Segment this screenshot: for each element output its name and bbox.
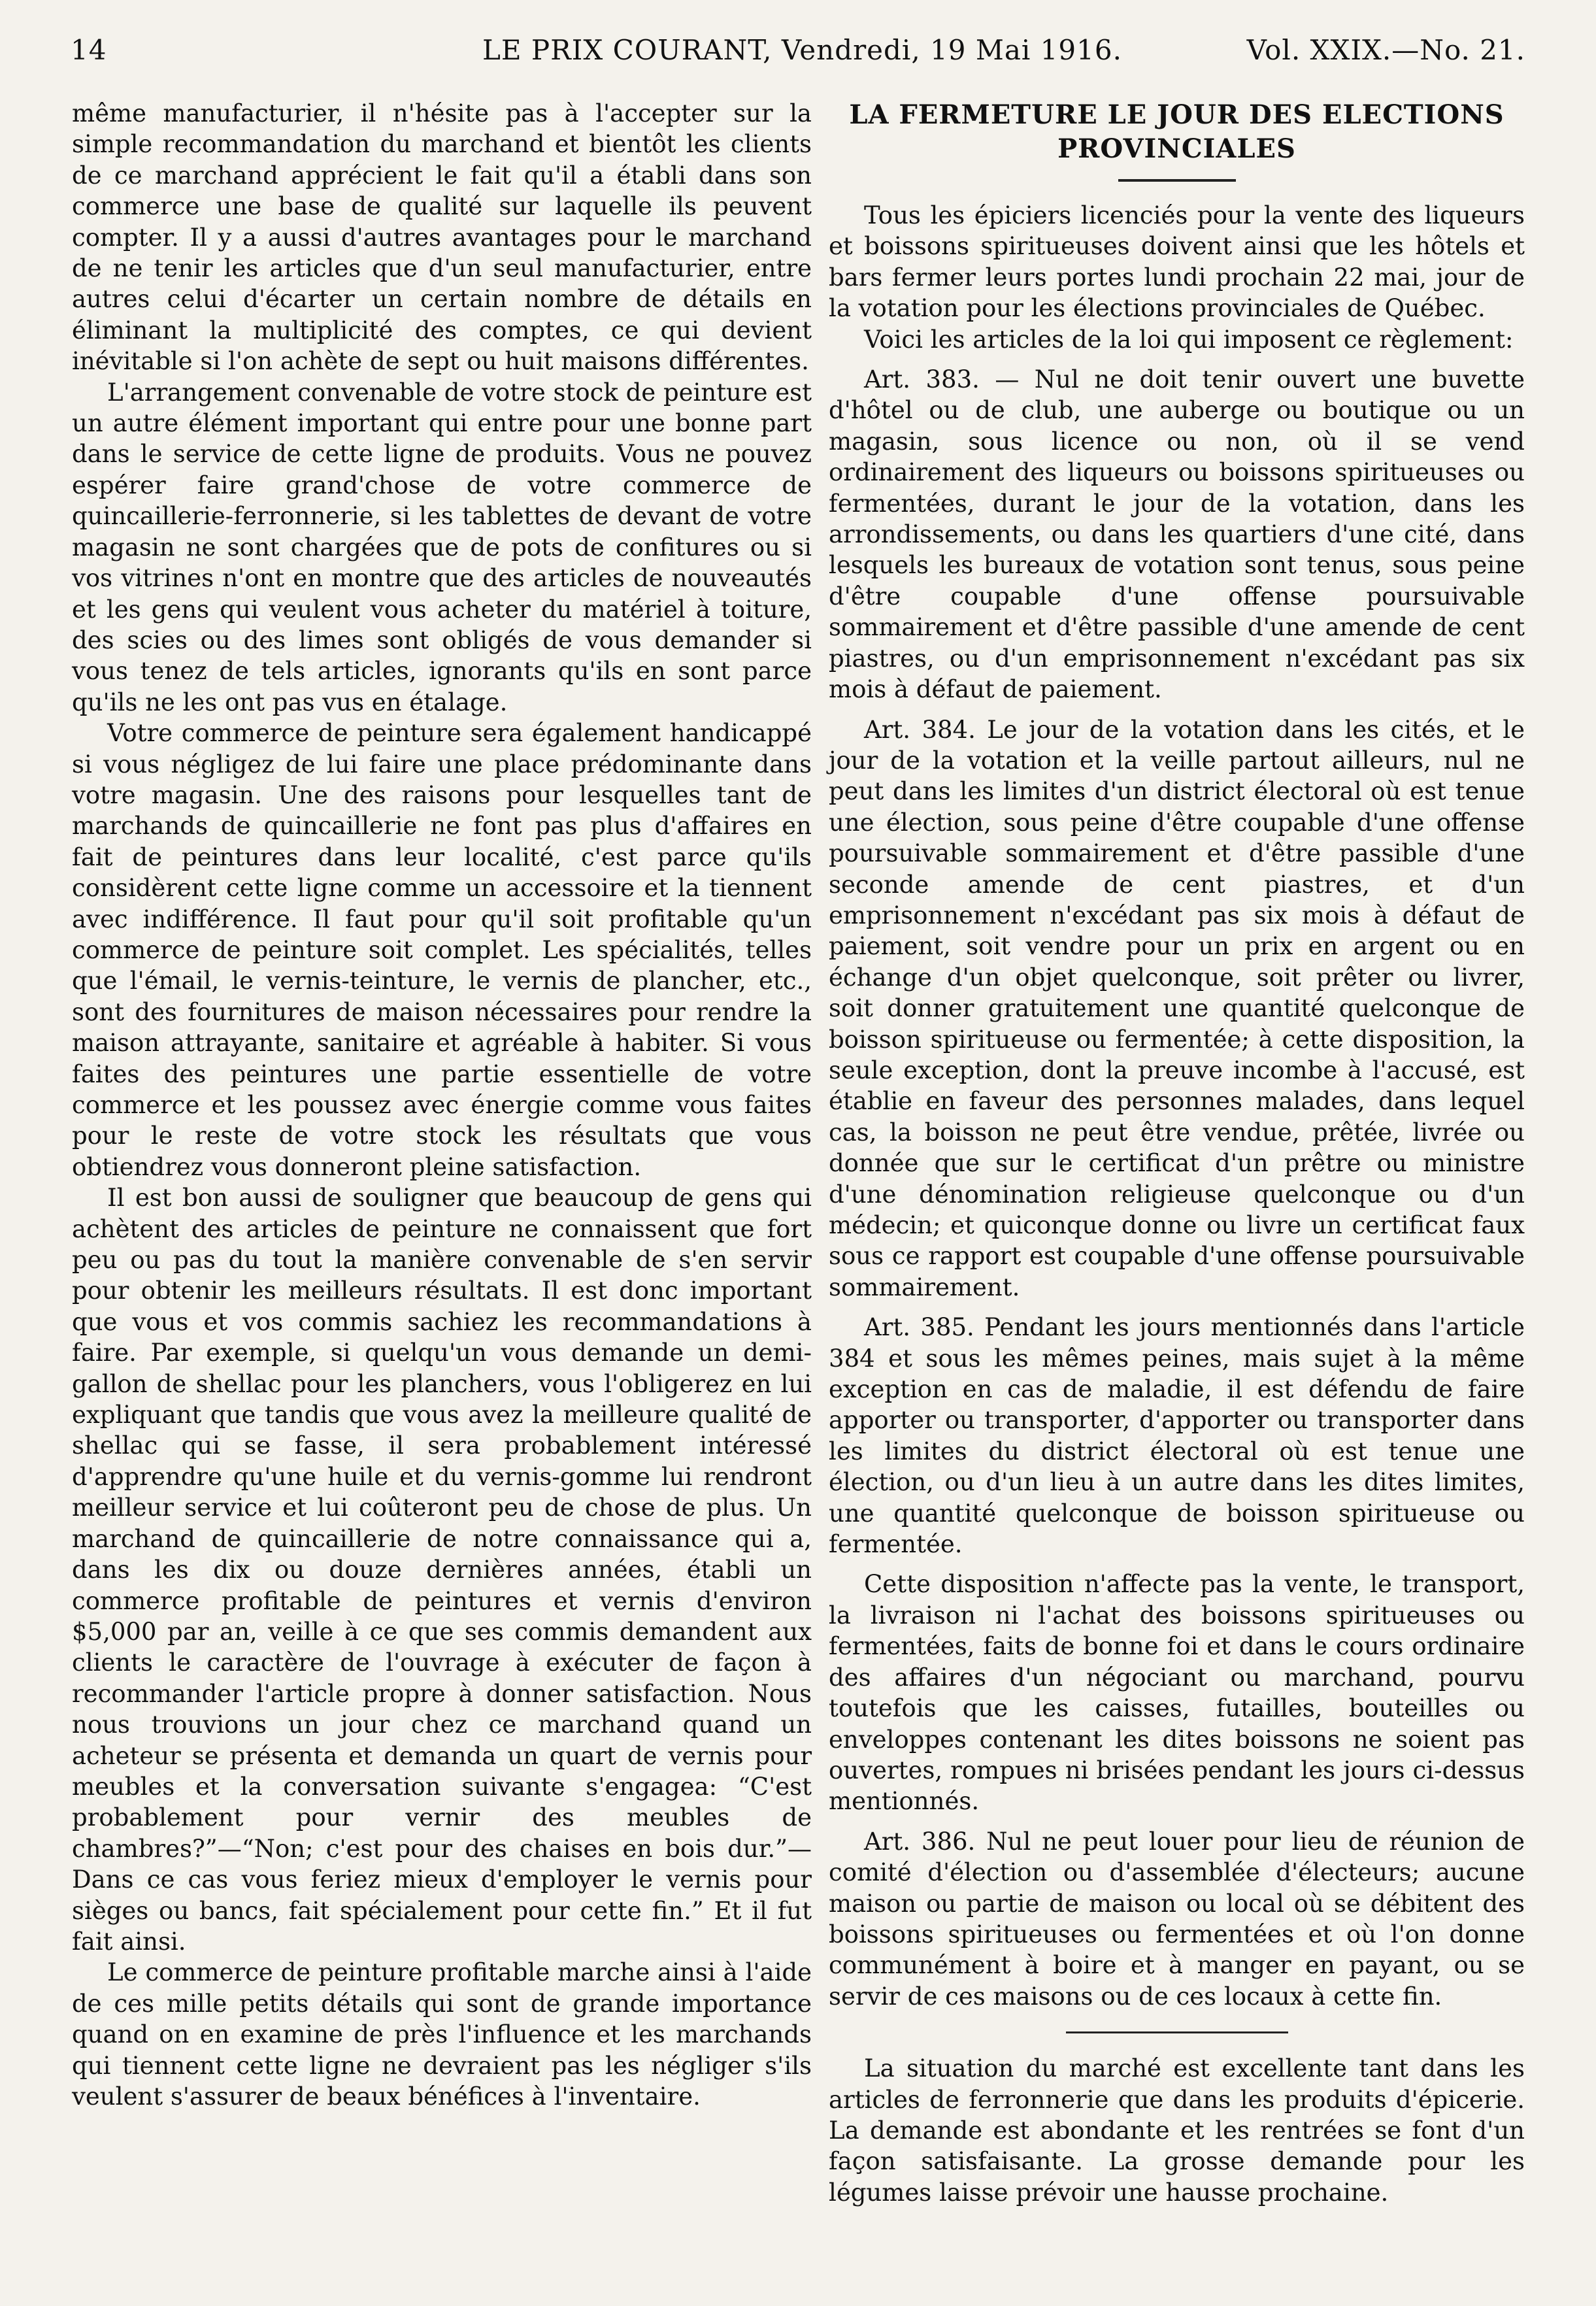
law-article: Art. 383. — Nul ne doit tenir ouvert une buvette d'hôtel ou de club, une auberge ou boutique ou un magasin, sous licence ou non, où il se vend ordinairement des liqueurs ou boissons spiritueuses ou fermentées, durant le jour de la votation, dans les arrondissements, ou dans les quartiers d'une cité, dans lesquels les bureaux de votation sont tenus, sous peine d'être coupable d'une offense poursuivable sommairement et d'être passible d'une amende de cent piastres, ou d'un emprisonnement n'excédant pas six mois à défaut de paiement. — [829, 365, 1525, 704]
page-number: 14 — [71, 34, 107, 66]
volume-number: Vol. XXIX.—No. 21. — [1246, 34, 1525, 66]
law-article: Art. 384. Le jour de la votation dans les cités, et le jour de la votation et la veille partout ailleurs, nul ne peut dans les limites d'un district électoral où est tenue une élection, sous peine d'être coupable d'une offense poursuivable sommairement et d'être passible d'une seconde amende de cent piastres, et d'un emprisonnement n'excédant pas six mois à défaut de paiement, soit vendre pour un prix en argent ou en échange d'un objet quelconque, soit prêter ou livrer, soit donner gratuitement une quantité quelconque de boisson spiritueuse ou fermentée; à cette disposition, la seule exception, dont la preuve incombe à l'accusé, est établie en faveur des personnes malades, dans lequel cas, la boisson ne peut être vendue, prêtée, livrée ou donnée que sur le certificat d'un prêtre ou ministre d'une dénomination religieuse quelconque ou d'un médecin; et quiconque donne ou livre un certificat faux sous ce rapport est coupable d'une offense poursuivable sommairement. — [829, 715, 1525, 1301]
article-title-line: LA FERMETURE LE JOUR DES ELECTIONS — [849, 99, 1505, 130]
section-divider — [1066, 2031, 1288, 2033]
paragraph: Il est bon aussi de souligner que beaucoup de gens qui achètent des articles de peinture ne connaissent que fort peu ou pas du tout la manière convenable de s'en servir pour obtenir les meilleurs résultats. Il est donc important que vous et vos commis sachiez les recommandations à faire. Par exemple, si quelqu'un vous demande un demi-gallon de shellac pour les planchers, vous l'obligerez en lui expliquant que tandis que vous avez la meilleure qualité de shellac qui se fasse, il sera probablement intéressé d'apprendre qu'une huile et du vernis-gomme lui rendront meilleur service et lui coûteront peu de chose de plus. Un marchand de quincaillerie de notre connaissance qui a, dans les dix ou douze dernières années, établi un commerce profitable de peintures et vernis d'environ $5,000 par an, veille à ce que ses commis demandent aux clients le caractère de l'ouvrage à exécuter de façon à recommander l'article propre à donner satisfaction. Nous nous trouvions un jour chez ce marchand quand un acheteur se présenta et demanda un quart de vernis pour meubles et la conversation suivante s'engagea: “C'est probablement pour vernir des meubles de chambres?”—“Non; c'est pour des chaises en bois dur.”—Dans ce cas vous feriez mieux d'employer le vernis pour sièges ou bancs, fait spécialement pour cette fin.” Et il fut fait ainsi. — [72, 1184, 812, 1956]
market-paragraph: La situation du marché est excellente tant dans les articles de ferronnerie que dans les produits d'épicerie. La demande est abondante et les rentrées se font d'un façon satisfaisante. La grosse demande pour les légumes laisse prévoir une hausse prochaine. — [829, 2054, 1525, 2207]
title-divider — [1118, 179, 1236, 182]
paragraph: même manufacturier, il n'hésite pas à l'accepter sur la simple recommandation du marchand et bientôt les clients de ce marchand apprécient le fait qu'il a établi dans son commerce une base de qualité sur laquelle ils peuvent compter. Il y a aussi d'autres avantages pour le marchand de ne tenir les articles que d'un seul manufacturier, entre autres celui d'écarter un certain nombre de détails en éliminant la multiplicité des comptes, ce qui devient inévitable si l'on achète de sept ou huit maisons différentes. — [72, 99, 812, 376]
law-article: Art. 385. Pendant les jours mentionnés dans l'article 384 et sous les mêmes peines, mais sujet à la même exception en cas de maladie, il est défendu de faire apporter ou transporter, d'apporter ou transporter dans les limites du district électoral où est tenue une élection, ou d'un lieu à un autre dans les dites limites, une quantité quelconque de boisson spiritueuse ou fermentée. — [829, 1313, 1525, 1559]
article-title-line: PROVINCIALES — [1057, 133, 1296, 164]
paragraph: Votre commerce de peinture sera également handicappé si vous négligez de lui faire une place prédominante dans votre magasin. Une des raisons pour lesquelles tant de marchands de quincaillerie ne font pas plus d'affaires en fait de peintures dans leur localité, c'est parce qu'ils considèrent cette ligne comme un accessoire et la tiennent avec indifférence. Il faut pour qu'il soit profitable qu'un commerce de peinture soit complet. Les spécialités, telles que l'émail, le vernis-teinture, le vernis de plancher, etc., sont des fournitures de maison nécessaires pour rendre la maison attrayante, sanitaire et agréable à habiter. Si vous faites des peintures une partie essentielle de votre commerce et les poussez avec énergie comme vous faites pour le reste de votre stock les résultats que vous obtiendrez vous donneront pleine satisfaction. — [72, 719, 812, 1181]
article-title — [829, 98, 1525, 166]
right-column — [829, 98, 1525, 2208]
page-header — [71, 34, 1525, 73]
paragraph: Voici les articles de la loi qui imposent ce règlement: — [864, 325, 1514, 354]
paragraph: Le commerce de peinture profitable marche ainsi à l'aide de ces mille petits détails qui sont de grande importance quand on en examine de près l'influence et les marchands qui tiennent cette ligne ne devraient pas les négliger s'ils veulent s'assurer de beaux bénéfices à l'inventaire. — [72, 1958, 812, 2111]
publication-title: LE PRIX COURANT, Vendredi, 19 Mai 1916. — [482, 34, 1122, 66]
law-article: Art. 386. Nul ne peut louer pour lieu de réunion de comité d'élection ou d'assemblée d'électeurs; aucune maison ou partie de maison ou local où se débitent des boissons spiritueuses ou fermentées et où l'on donne communément à boire et à manger en payant, ou se servir de ces maisons ou de ces locaux à cette fin. — [829, 1827, 1525, 2011]
paragraph: Cette disposition n'affecte pas la vente, le transport, la livraison ni l'achat des boissons spiritueuses ou fermentées, faits de bonne foi et dans le cours ordinaire des affaires d'un négociant ou marchand, pourvu toutefois que les caisses, futailles, bouteilles ou enveloppes contenant les dites boissons ne soient pas ouvertes, rompues ni brisées pendant les jours ci-dessus mentionnés. — [829, 1570, 1525, 1816]
left-column — [72, 98, 812, 2112]
paragraph: L'arrangement convenable de votre stock de peinture est un autre élément important qui entre pour une bonne part dans le service de cette ligne de produits. Vous ne pouvez espérer faire grand'chose de votre commerce de quincaillerie-ferronnerie, si les tablettes de devant de votre magasin ne sont chargées que de pots de confitures ou si vos vitrines n'ont en montre que des articles de nouveautés et les gens qui veulent vous acheter du matériel à toiture, des scies ou des limes sont obligés de vous demander si vous tenez de tels articles, ignorants qu'ils en sont parce qu'ils ne les ont pas vus en étalage. — [72, 378, 812, 716]
paragraph: Tous les épiciers licenciés pour la vente des liqueurs et boissons spiritueuses doivent ainsi que les hôtels et bars fermer leurs portes lundi prochain 22 mai, jour de la votation pour les élections provinciales de Québec. — [829, 201, 1525, 323]
